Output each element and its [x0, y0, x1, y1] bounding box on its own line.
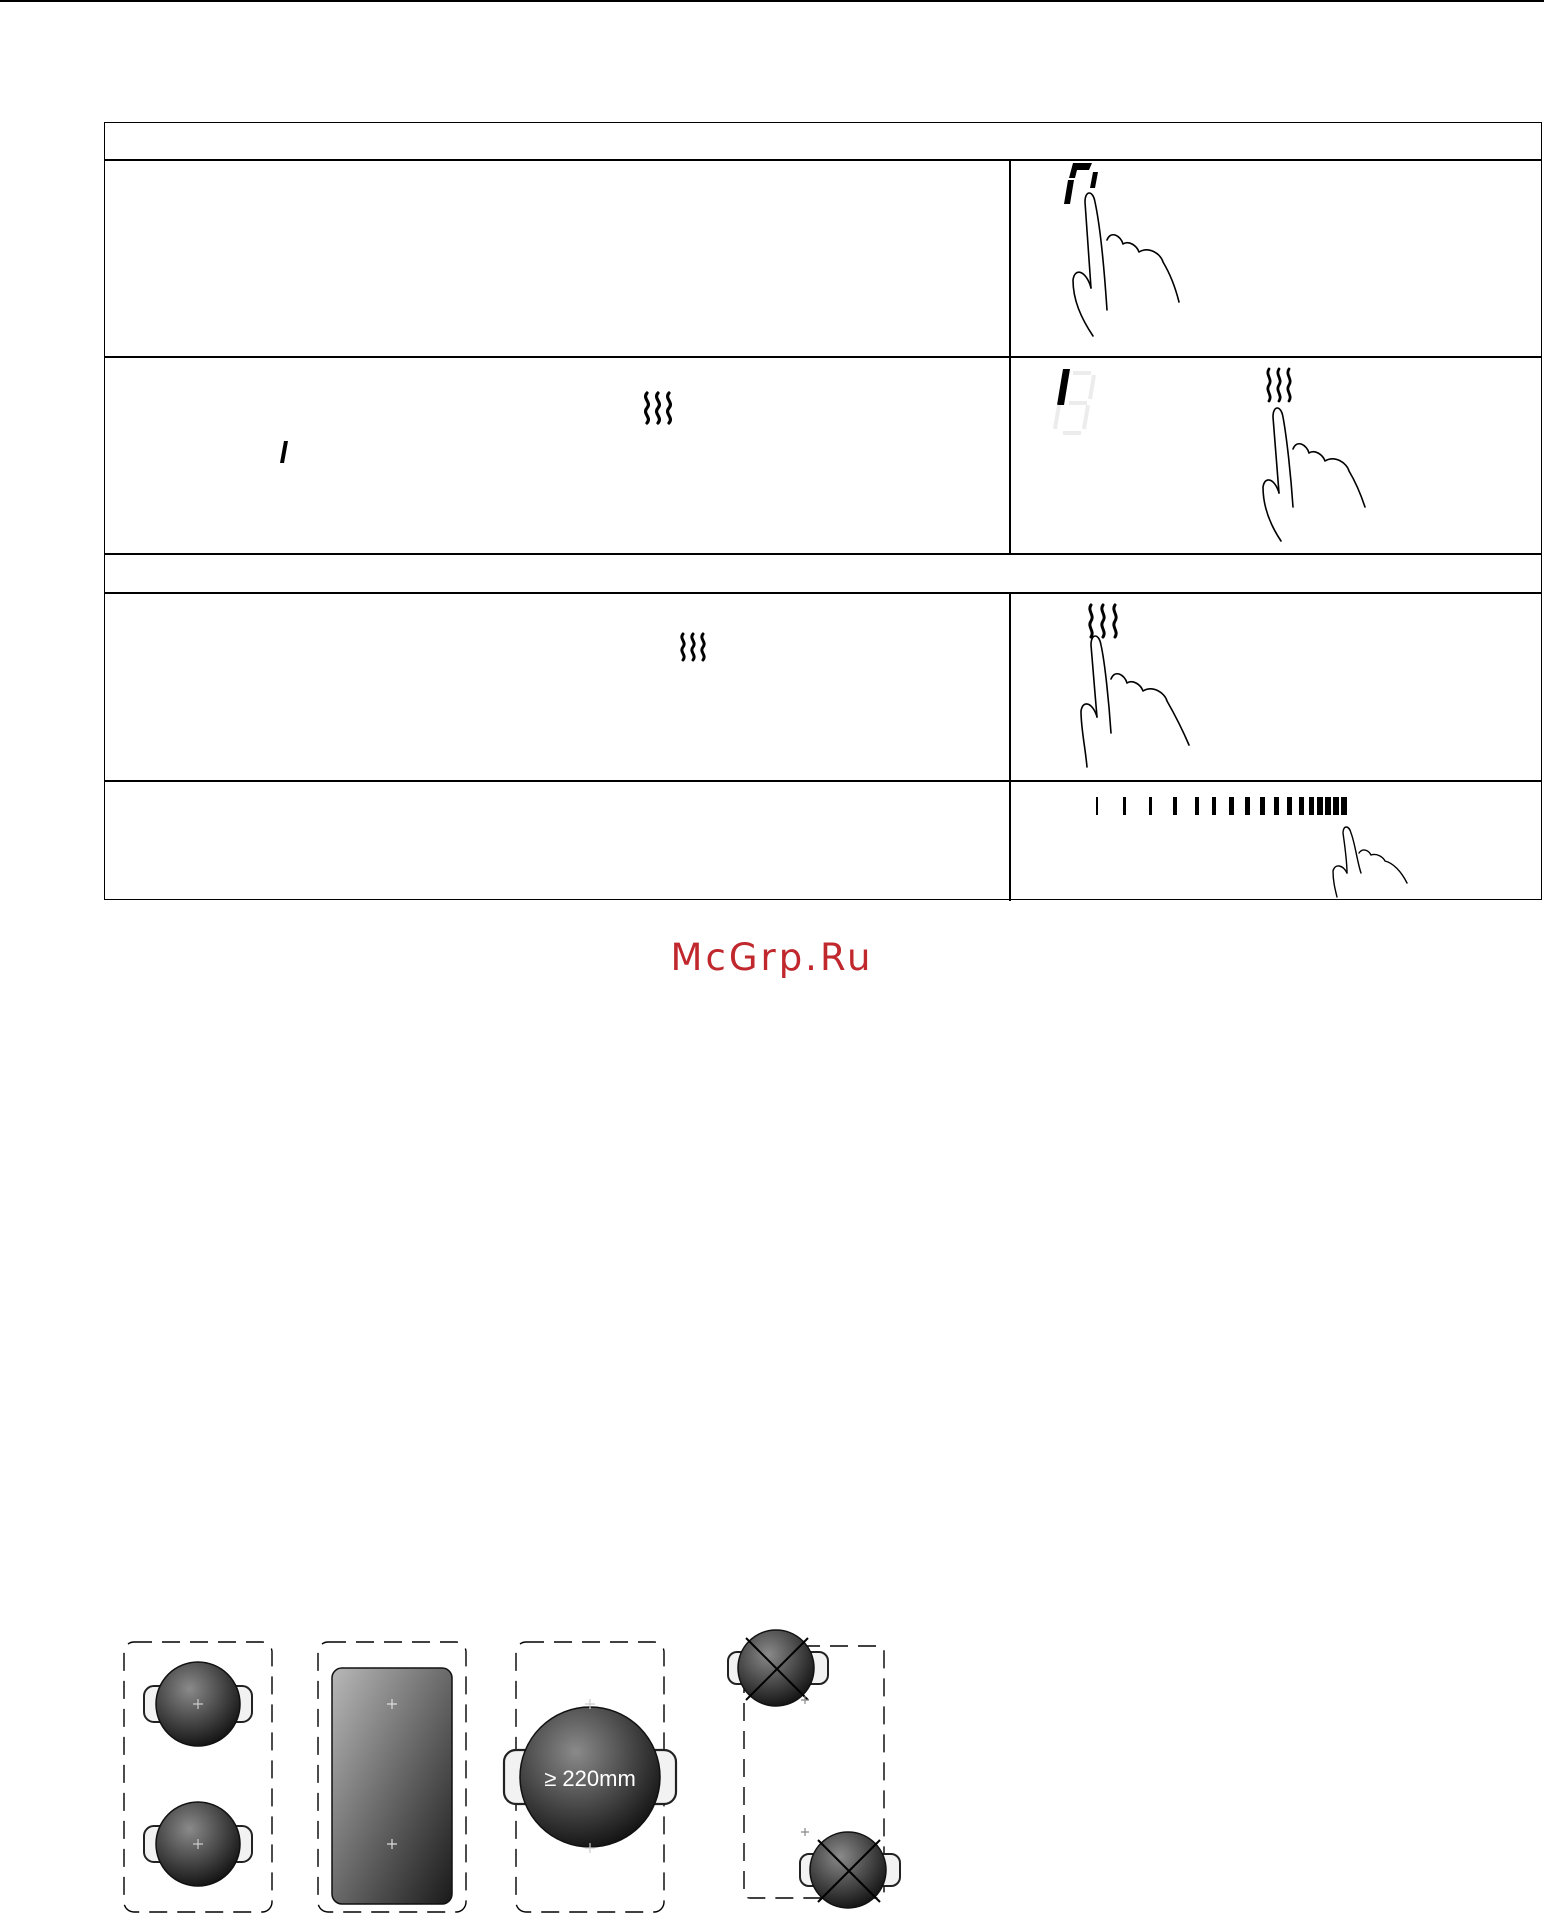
illustration-cell	[1011, 781, 1543, 899]
step-text-cell	[105, 357, 1009, 553]
instruction-table	[104, 122, 1542, 900]
pan-size-label: ≥ 220mm	[544, 1766, 636, 1791]
watermark: McGrp.Ru	[670, 936, 874, 979]
heat-waves-icon	[1268, 369, 1290, 401]
cookware-figure-two-round-pans	[124, 1642, 272, 1912]
round-pan-crossed-icon	[728, 1630, 828, 1706]
step-text-cell	[105, 593, 1009, 780]
heat-waves-icon	[677, 631, 709, 663]
cookware-figures	[118, 1622, 918, 1918]
heat-waves-icon	[640, 390, 676, 426]
segment-digit-icon	[1064, 163, 1098, 204]
table-header-row	[105, 554, 1543, 592]
illustration-cell	[1011, 160, 1543, 356]
round-pan-crossed-icon	[800, 1828, 900, 1908]
illustration-cell	[1011, 357, 1543, 553]
illustration-cell	[1011, 593, 1543, 780]
display-1-and-finger-illustration	[1011, 357, 1543, 553]
pointing-hand-icon	[1073, 193, 1179, 336]
round-pan-icon	[144, 1802, 252, 1886]
top-rule	[0, 0, 1544, 2]
table-header-row	[105, 123, 1543, 159]
cookware-figure-rectangular-pan	[318, 1642, 466, 1912]
step-text-cell	[105, 160, 1009, 356]
round-pan-icon	[144, 1662, 252, 1746]
pointing-hand-icon	[1333, 827, 1407, 897]
slider-bar-illustration	[1011, 781, 1543, 899]
step-text-cell	[105, 781, 1009, 899]
slider-bar-icon	[1096, 797, 1347, 815]
heat-waves-icon	[1090, 605, 1116, 637]
cookware-figure-large-round-pan	[504, 1642, 676, 1912]
pointing-hand-icon	[1081, 636, 1189, 767]
cookware-figure-incorrect-placement	[728, 1630, 900, 1908]
digit-one-icon	[278, 439, 290, 465]
digit-one-display-icon	[1055, 369, 1094, 433]
pointing-hand-icon	[1263, 408, 1365, 541]
finger-touching-segment-display-illustration	[1011, 160, 1543, 356]
finger-touching-heat-icon-illustration	[1011, 593, 1543, 780]
